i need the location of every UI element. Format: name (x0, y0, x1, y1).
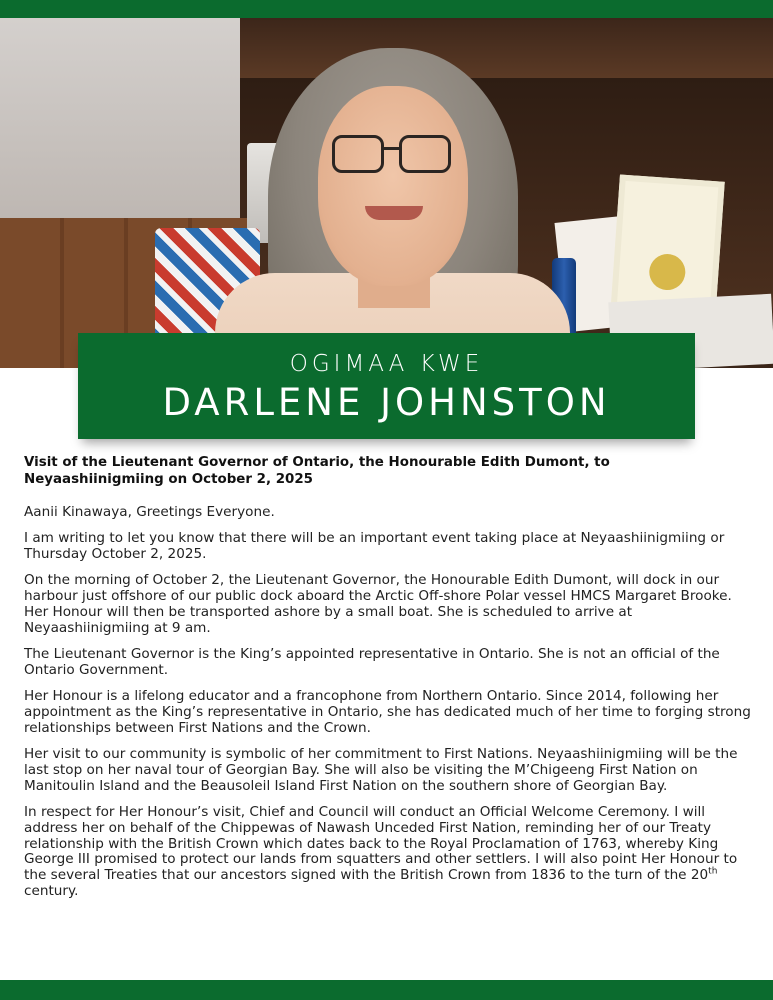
bottom-green-bar (0, 980, 773, 1000)
top-green-bar (0, 0, 773, 18)
name-banner (78, 333, 695, 439)
paragraph: Her visit to our community is symbolic of her commitment to First Nations. Neyaashiinigmiing will be the last stop on her naval tour of Georgian Bay. She will also be visiting the M’Chigeeng First Nation on Manitoulin Island and the Beausoleil Island First Nation on the southern shore of Georgian Bay. (24, 746, 738, 794)
banner-subtitle: OGIMAA KWE (289, 351, 484, 377)
superscript-th: th (708, 866, 718, 877)
paragraph: Her Honour is a lifelong educator and a francophone from Northern Ontario. Since 2014, following her appointment as the King’s representative in Ontario, she has dedicated much of her time to forging strong relationships between First Nations and the Crown. (24, 688, 751, 736)
letter-body (24, 454, 754, 910)
greeting: Aanii Kinawaya, Greetings Everyone. (24, 504, 275, 520)
portrait-photo (0, 18, 773, 368)
letter-heading: Visit of the Lieutenant Governor of Ontario, the Honourable Edith Dumont, to Neyaashiinigmiing on October 2, 2025 (24, 455, 610, 487)
paragraph: On the morning of October 2, the Lieutenant Governor, the Honourable Edith Dumont, will dock in our harbour just offshore of our public dock aboard the Arctic Off-shore Polar vessel HMCS Margaret Brooke. Her Honour will then be transported ashore by a small boat. She is scheduled to arrive at Neyaashiinigmiing at 9 am. (24, 572, 732, 636)
banner-name: DARLENE JOHNSTON (162, 381, 611, 424)
glasses-icon (330, 135, 455, 175)
paragraph: I am writing to let you know that there will be an important event taking place at Neyaashiinigmiing or Thursday October 2, 2025. (24, 530, 725, 563)
portrait-face (318, 86, 468, 286)
paragraph: The Lieutenant Governor is the King’s appointed representative in Ontario. She is not an official of the Ontario Government. (24, 646, 720, 678)
paragraph-last-ending: century. (24, 882, 79, 899)
paragraph-last-text: In respect for Her Honour’s visit, Chief and Council will conduct an Official Welcome Ceremony. I will address her on behalf of the Chippewas of Nawash Unceded First Nation, reminding her of our Treaty relationship with the British Crown which dates back to the Royal Proclamation of 1763, whereby King George III promised to protect our lands from squatters and other settlers. I will also point Her Honour to the several Treaties that our ancestors signed with the British Crown from 1836 to the turn of the 20 (24, 803, 738, 884)
paragraph-last (24, 805, 754, 900)
